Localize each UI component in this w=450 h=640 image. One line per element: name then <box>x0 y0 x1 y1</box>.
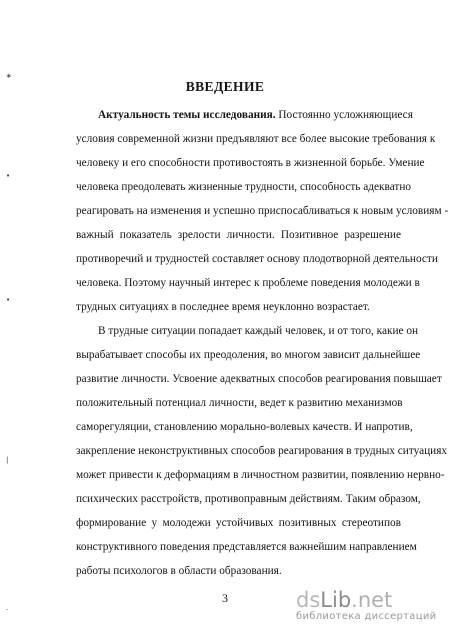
text-line: саморегуляции, становлению морально-волевых качеств. И напротив, <box>76 421 413 433</box>
text-line: условия современной жизни предъявляют все более высокие требования к <box>76 133 436 145</box>
text-line: конструктивного поведения представляется важнейшим направлением <box>76 541 417 553</box>
topic-relevance-label: Актуальность темы исследования. <box>98 109 276 121</box>
text-line: закрепление неконструктивных способов реагирования в трудных ситуациях <box>76 445 448 457</box>
scan-mark: • <box>6 296 11 304</box>
text-line: человеку и его способности противостоять в жизненной борьбе. Умение <box>76 157 425 169</box>
scan-mark: | <box>6 456 9 464</box>
text-line: реагировать на изменения и успешно приспосабливаться к новым условиям - <box>76 205 449 217</box>
text-line: противоречий и трудностей составляет основу плодотворной деятельности <box>76 253 438 265</box>
text-line: работы психологов в области образования. <box>76 565 282 577</box>
text-line: положительный потенциал личности, ведет к развитию механизмов <box>76 397 403 409</box>
watermark-subtitle: библиотека диссертаций <box>296 611 437 622</box>
scan-mark: · <box>6 606 9 614</box>
text-line: человека преодолевать жизненные трудности, способность адекватно <box>76 181 412 193</box>
text-line: психических расстройств, противоправным действиям. Таким образом, <box>76 493 421 505</box>
text-line-rest: Постоянно усложняющиеся <box>275 109 413 121</box>
text-line: развитие личности. Усвоение адекватных способов реагирования повышает <box>76 373 442 385</box>
page-heading: ВВЕДЕНИЕ <box>185 79 265 94</box>
page-number: 3 <box>222 591 228 605</box>
text-line: вырабатывает способы их преодоления, во многом зависит дальнейшее <box>76 349 421 361</box>
scan-mark: • <box>6 172 11 180</box>
text-line: формирование у молодежи устойчивых позитивных стереотипов <box>76 517 401 529</box>
dslib-watermark <box>296 589 446 622</box>
text-line <box>98 107 413 123</box>
text-line: В трудные ситуации попадает каждый человек, и от того, какие он <box>98 325 419 337</box>
watermark-logo: dsLib.net <box>296 588 393 612</box>
text-line: трудных ситуациях в последнее время неуклонно возрастает. <box>76 301 370 313</box>
scan-mark: ∗ <box>6 72 12 80</box>
text-line: человека. Поэтому научный интерес к проблеме поведения молодежи в <box>76 277 420 289</box>
text-line: может привести к деформациям в личностном развитии, появлению нервно- <box>76 469 445 481</box>
text-line: важный показатель зрелости личности. Позитивное разрешение <box>76 229 401 241</box>
